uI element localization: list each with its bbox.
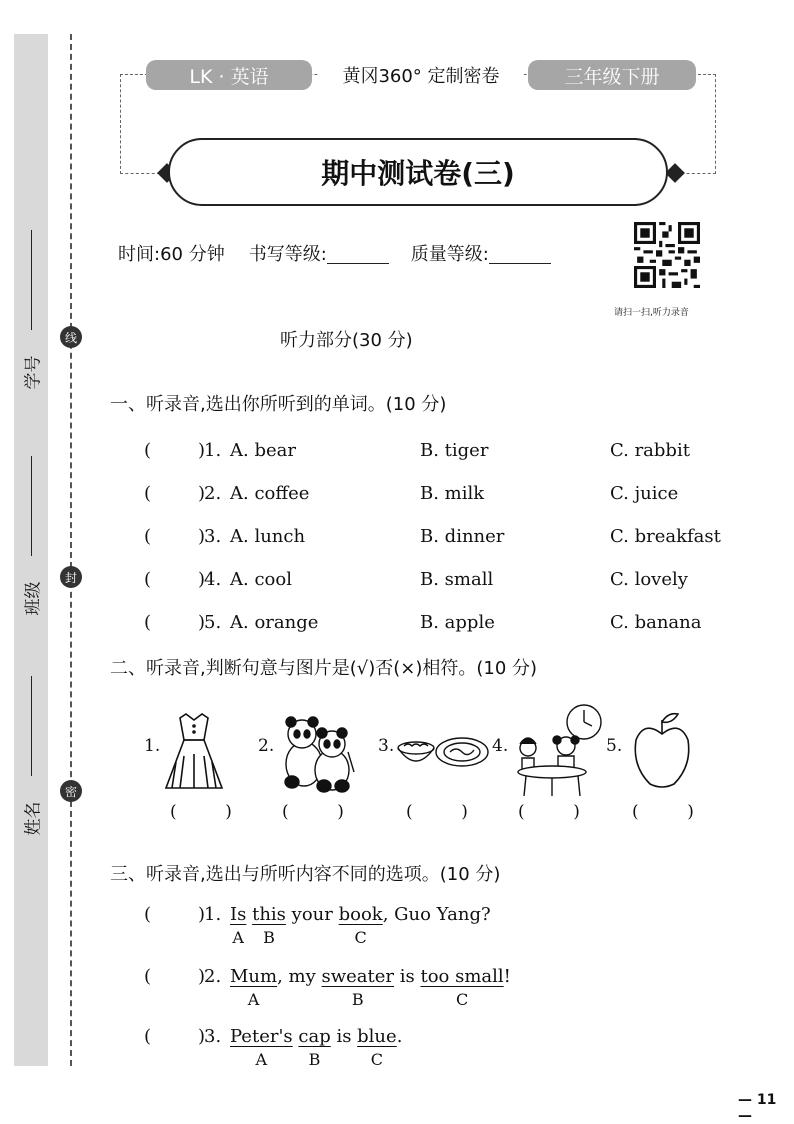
- underlined-option: this B: [252, 904, 286, 947]
- list-item: [140, 569, 740, 595]
- children-clock-icon: [512, 702, 604, 800]
- underlined-option: too small C: [420, 966, 504, 1009]
- picture-row: [140, 710, 700, 800]
- list-item: [140, 483, 740, 509]
- grade-badge: 三年级下册: [528, 60, 696, 90]
- option-c: C. lovely: [610, 569, 688, 590]
- question-number: 1.: [204, 440, 222, 461]
- answer-blank[interactable]: ( ): [406, 802, 468, 822]
- paren-close: ): [198, 440, 206, 461]
- header-frame-edge: [120, 173, 160, 174]
- question-number: 3.: [204, 1026, 222, 1047]
- seal-mark: 线: [60, 326, 82, 348]
- quality-grade-blank[interactable]: [489, 240, 551, 264]
- option-mark: B: [351, 990, 364, 1009]
- name-field[interactable]: [14, 676, 48, 836]
- answer-blank[interactable]: ( ): [170, 802, 232, 822]
- paren-close: ): [198, 904, 206, 925]
- listening-title: 听力部分(30 分): [280, 330, 413, 351]
- underlined-option: Mum A: [230, 966, 278, 1009]
- bowls-icon: [396, 734, 490, 774]
- apple-icon: [630, 710, 694, 790]
- option-mark: C: [370, 1050, 384, 1069]
- option-b: B. small: [420, 569, 494, 590]
- question-number: 3.: [204, 526, 222, 547]
- option-mark: A: [255, 1050, 268, 1069]
- option-mark: C: [354, 928, 367, 947]
- option-a: A. coffee: [230, 483, 310, 504]
- paren-close: ): [198, 483, 206, 504]
- pandas-icon: [278, 712, 358, 794]
- option-a: A. lunch: [230, 526, 306, 547]
- dress-icon: [162, 710, 226, 792]
- quality-grade-label: 质量等级:: [410, 244, 489, 265]
- underlined-option: Is A: [230, 904, 247, 947]
- sentence-text: !: [503, 966, 511, 987]
- sentence: [230, 966, 511, 1009]
- answer-blank[interactable]: (: [144, 612, 152, 633]
- qr-caption: 请扫一扫,听力录音: [614, 308, 689, 318]
- option-b: B. dinner: [420, 526, 505, 547]
- answer-blank[interactable]: (: [144, 569, 152, 590]
- list-item: [140, 966, 740, 1012]
- list-item: [140, 1026, 740, 1072]
- answer-blank[interactable]: (: [144, 966, 152, 987]
- sentence-text: is: [394, 966, 421, 987]
- option-a: A. bear: [230, 440, 296, 461]
- writing-grade-blank[interactable]: [327, 240, 389, 264]
- section1-heading: 一、听录音,选出你所听到的单词。(10 分): [110, 394, 447, 415]
- sentence-text: your: [285, 904, 339, 925]
- page-title: [168, 138, 668, 206]
- underlined-option: sweater B: [321, 966, 395, 1009]
- answer-blank[interactable]: ( ): [282, 802, 344, 822]
- option-b: B. apple: [420, 612, 495, 633]
- page-title-text: 期中测试卷(三): [321, 157, 515, 190]
- qr-code-icon[interactable]: [634, 222, 700, 288]
- sentence: [230, 1026, 403, 1069]
- exam-info: [118, 240, 551, 266]
- answer-blank[interactable]: ( ): [518, 802, 580, 822]
- sentence: [230, 904, 491, 947]
- class-field[interactable]: [14, 456, 48, 616]
- option-a: A. cool: [230, 569, 292, 590]
- class-label: 班级: [23, 581, 44, 616]
- seal-mark: 封: [60, 566, 82, 588]
- question-number: 5.: [204, 612, 222, 633]
- underlined-option: cap B: [298, 1026, 331, 1069]
- section3-heading: 三、听录音,选出与所听内容不同的选项。(10 分): [110, 864, 501, 885]
- writing-grade-label: 书写等级:: [248, 244, 327, 265]
- paren-close: ): [198, 966, 206, 987]
- answer-blank[interactable]: ( ): [632, 802, 694, 822]
- answer-blank[interactable]: (: [144, 483, 152, 504]
- question-number: 1.: [204, 904, 222, 925]
- picture-number: 4.: [492, 736, 509, 756]
- cut-line: [70, 34, 72, 1066]
- answer-blank[interactable]: (: [144, 526, 152, 547]
- answer-blank[interactable]: (: [144, 440, 152, 461]
- underlined-option: Peter's A: [230, 1026, 293, 1069]
- underlined-option: book C: [338, 904, 383, 947]
- answer-blank[interactable]: (: [144, 1026, 152, 1047]
- option-mark: A: [232, 928, 244, 947]
- list-item: [140, 526, 740, 552]
- page-number: — 11 —: [738, 1092, 777, 1124]
- paren-close: ): [198, 1026, 206, 1047]
- question-number: 4.: [204, 569, 222, 590]
- time-label: 时间:60 分钟: [118, 244, 225, 265]
- paren-close: ): [198, 612, 206, 633]
- option-c: C. breakfast: [610, 526, 721, 547]
- option-mark: B: [263, 928, 275, 947]
- subject-badge: LK · 英语: [146, 60, 312, 90]
- option-mark: C: [455, 990, 469, 1009]
- series-name: 黄冈360° 定制密卷: [318, 60, 524, 90]
- answer-blank[interactable]: (: [144, 904, 152, 925]
- list-item: [140, 612, 740, 638]
- sentence-text: , my: [277, 966, 322, 987]
- option-c: C. banana: [610, 612, 702, 633]
- paren-close: ): [198, 569, 206, 590]
- picture-number: 1.: [144, 736, 161, 756]
- question-number: 2.: [204, 966, 222, 987]
- question-number: 2.: [204, 483, 222, 504]
- sentence-text: , Guo Yang?: [382, 904, 491, 925]
- picture-number: 5.: [606, 736, 623, 756]
- student-id-label: 学号: [23, 355, 44, 390]
- sentence-text: .: [396, 1026, 403, 1047]
- picture-number: 2.: [258, 736, 275, 756]
- sentence-text: is: [330, 1026, 358, 1047]
- section2-heading: 二、听录音,判断句意与图片是(√)否(×)相符。(10 分): [110, 658, 538, 679]
- option-b: B. tiger: [420, 440, 489, 461]
- underlined-option: blue C: [357, 1026, 397, 1069]
- option-mark: B: [308, 1050, 321, 1069]
- name-label: 姓名: [23, 801, 44, 836]
- option-b: B. milk: [420, 483, 485, 504]
- list-item: [140, 440, 740, 466]
- picture-number: 3.: [378, 736, 395, 756]
- option-a: A. orange: [230, 612, 319, 633]
- seal-mark: 密: [60, 780, 82, 802]
- option-mark: A: [247, 990, 260, 1009]
- student-id-field[interactable]: [14, 230, 48, 390]
- paren-close: ): [198, 526, 206, 547]
- option-c: C. rabbit: [610, 440, 690, 461]
- option-c: C. juice: [610, 483, 679, 504]
- list-item: [140, 904, 740, 950]
